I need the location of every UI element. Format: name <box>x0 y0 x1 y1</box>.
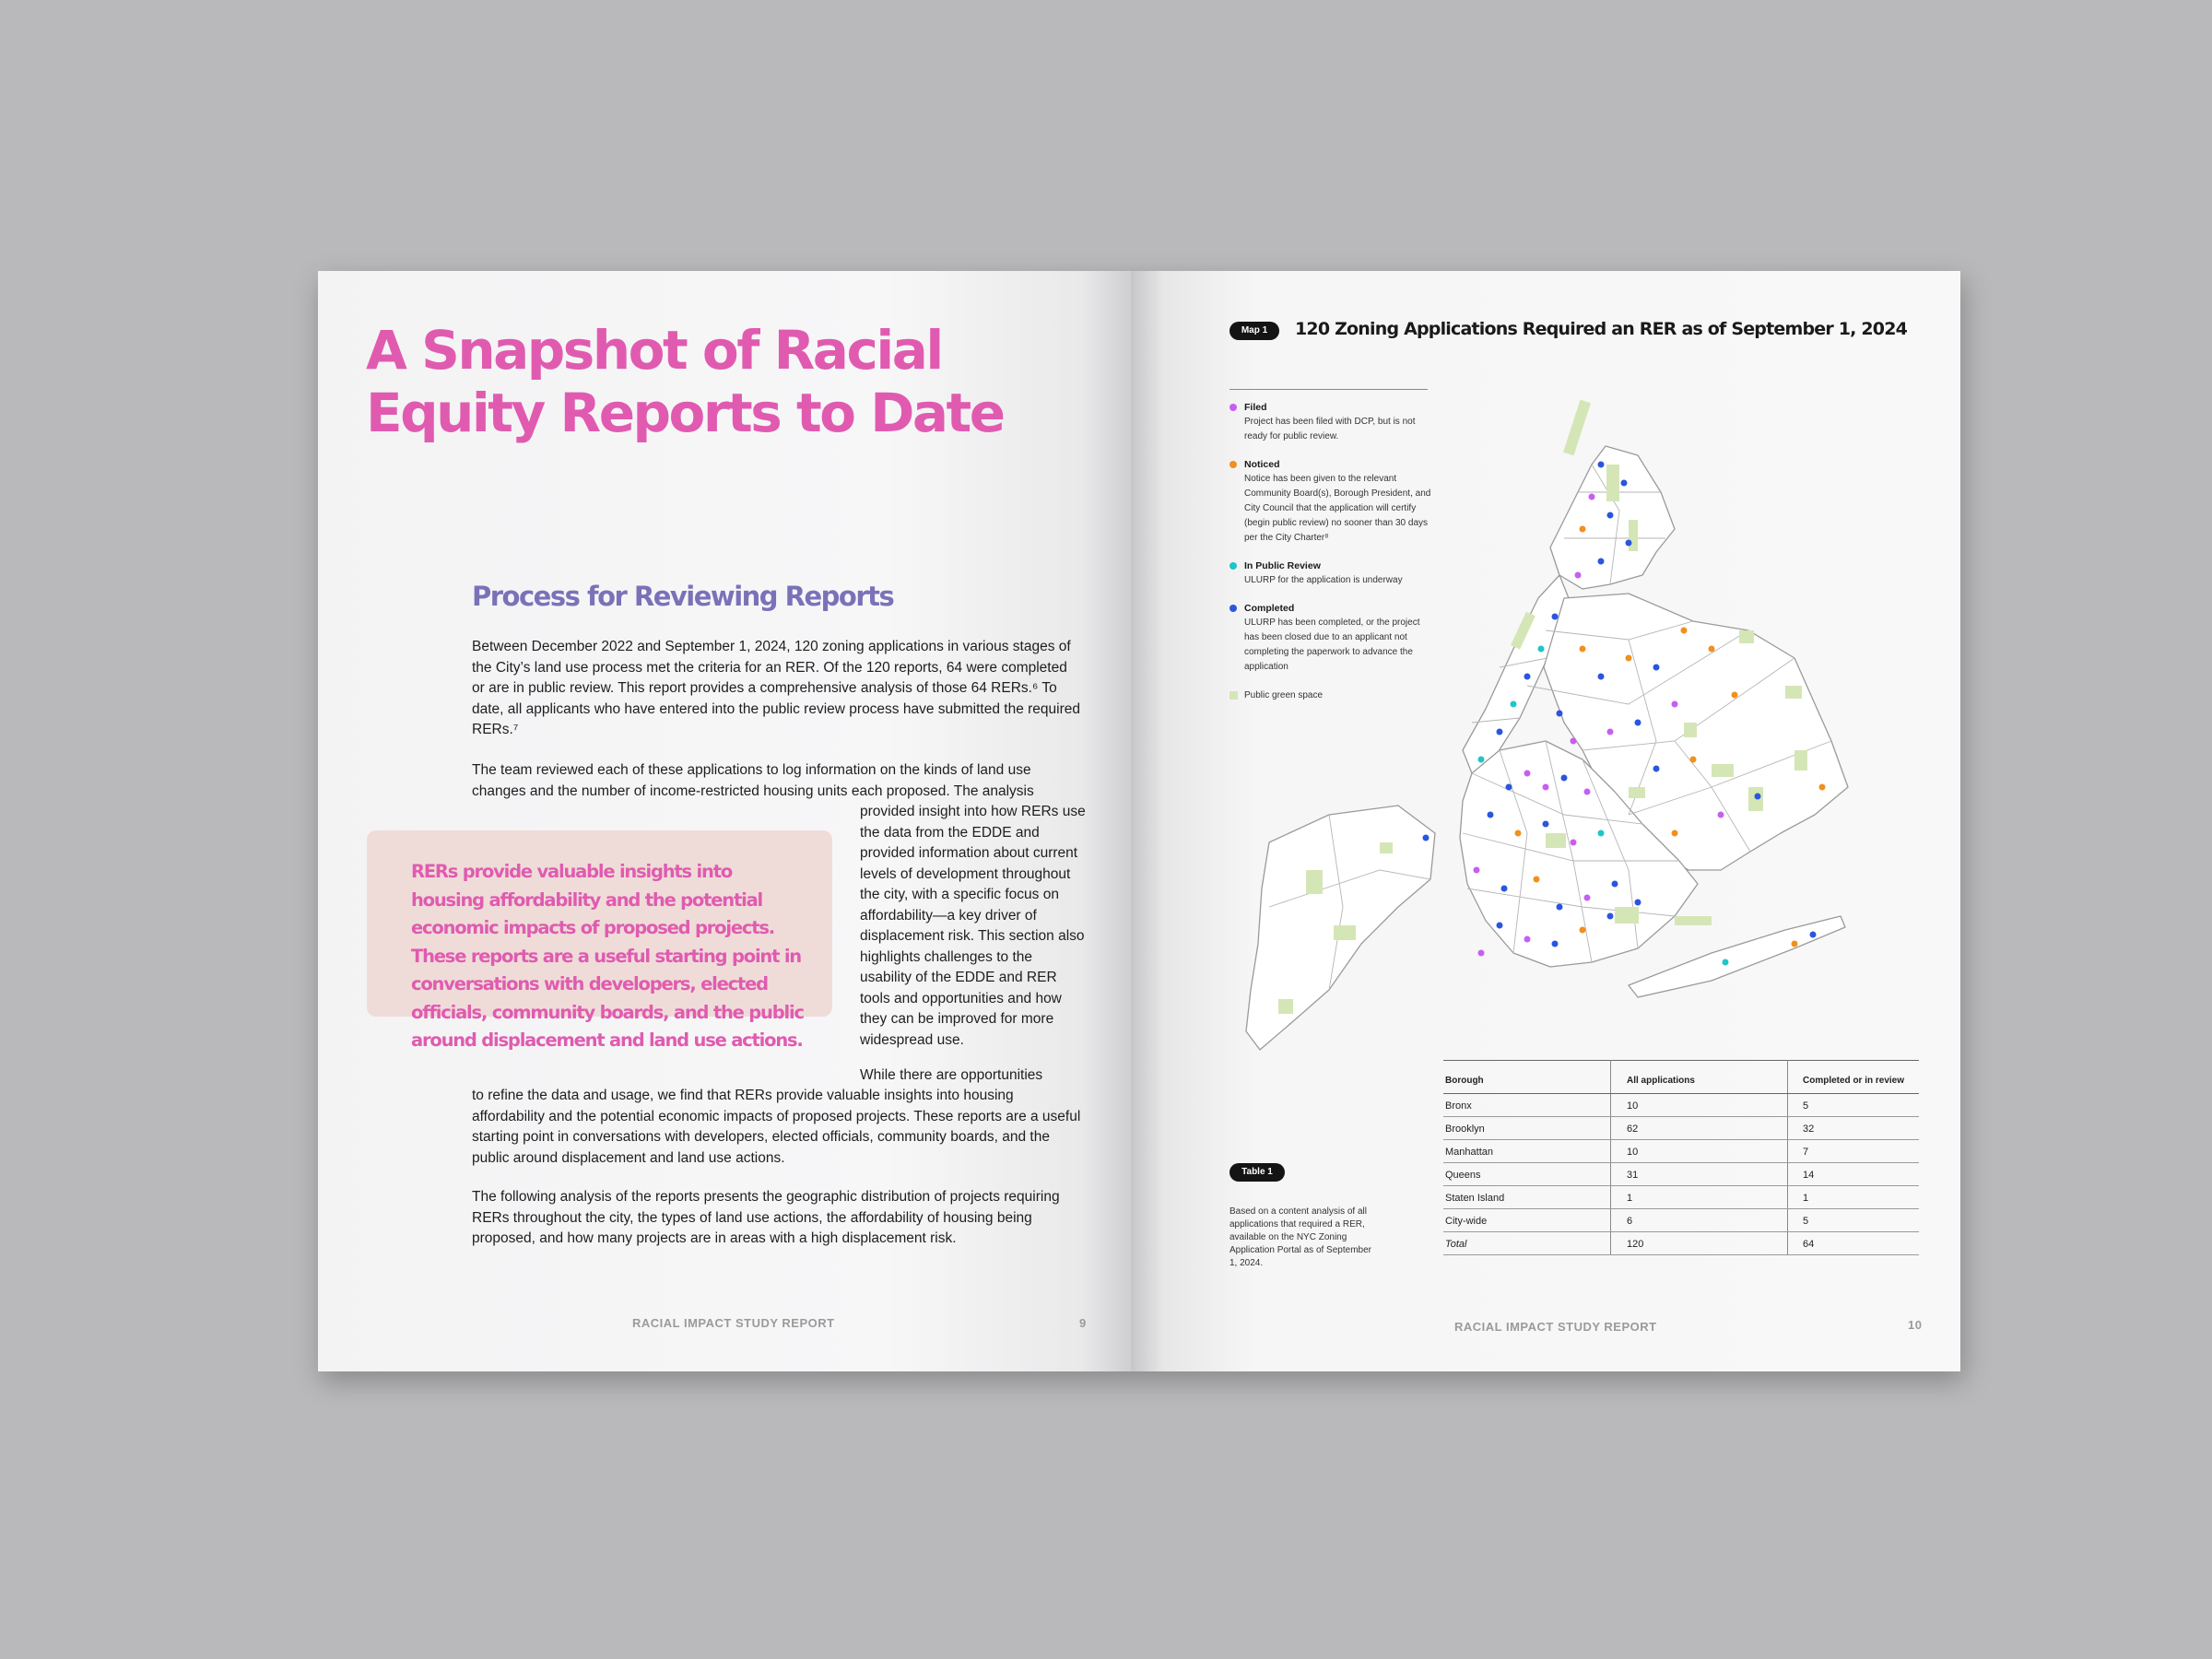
section-heading: Process for Reviewing Reports <box>472 581 894 612</box>
project-point <box>1488 812 1494 818</box>
project-point <box>1626 655 1632 662</box>
project-point <box>1718 812 1724 818</box>
project-point <box>1497 923 1503 929</box>
green-space-patch <box>1334 925 1356 940</box>
legend-desc: Public green space <box>1244 690 1324 700</box>
page-number: 10 <box>1908 1318 1923 1332</box>
project-point <box>1584 895 1591 901</box>
page-footer: RACIAL IMPACT STUDY REPORT <box>1454 1320 1657 1334</box>
map-title: 120 Zoning Applications Required an RER as of September 1, 2024 <box>1295 319 1908 339</box>
green-space-patch <box>1684 723 1697 737</box>
green-space-patch <box>1712 764 1734 777</box>
project-point <box>1580 927 1586 934</box>
green-space-patch <box>1794 750 1807 771</box>
project-point <box>1501 886 1508 892</box>
table-header: Borough <box>1443 1061 1611 1094</box>
green-space-patch <box>1546 833 1566 848</box>
project-point <box>1635 720 1641 726</box>
table-cell: 10 <box>1611 1094 1788 1117</box>
legend-name: In Public Review <box>1244 560 1321 571</box>
project-point <box>1478 950 1485 957</box>
project-point <box>1538 646 1545 653</box>
project-point <box>1524 674 1531 680</box>
project-point <box>1506 784 1512 791</box>
table-cell: 31 <box>1611 1163 1788 1186</box>
table-row <box>1443 1163 1919 1186</box>
body-paragraph: The team reviewed each of these applications to log information on the kinds of land use changes and the number of income-restricted housing units each proposed. The analysis <box>472 762 1034 799</box>
table-cell: 1 <box>1788 1186 1920 1209</box>
borough-table <box>1443 1060 1919 1255</box>
green-space-patch <box>1278 999 1293 1014</box>
project-point <box>1810 932 1817 938</box>
project-point <box>1584 789 1591 795</box>
body-paragraph: provided insight into how RERs use the data from the EDDE and provided information about current levels of development throughout the city, with a specific focus on affordability—a key driver of displacement risk. This section also highlights challenges to the usability of the EDDE and RER tools and opportunities and how they can be improved for more widespread use. <box>860 804 1086 1048</box>
table-cell: 32 <box>1788 1117 1920 1140</box>
nyc-borough-map <box>1195 354 1896 1082</box>
body-paragraph: to refine the data and usage, we find that RERs provide valuable insights into housing affordability and the potential economic impacts of proposed projects. These reports are a useful starting point in conversations with developers, elected officials, community boards, and the public around displacement and land use actions. <box>472 1088 1081 1166</box>
project-point <box>1653 665 1660 671</box>
project-point <box>1571 738 1577 745</box>
right-page <box>1131 271 1960 1371</box>
table-cell: 14 <box>1788 1163 1920 1186</box>
project-point <box>1792 941 1798 947</box>
project-point <box>1580 646 1586 653</box>
project-point <box>1497 729 1503 735</box>
table-cell: 62 <box>1611 1117 1788 1140</box>
page-footer: RACIAL IMPACT STUDY REPORT <box>632 1316 835 1330</box>
green-space-patch <box>1675 916 1712 925</box>
legend-name: Filed <box>1244 402 1267 413</box>
project-point <box>1511 701 1517 708</box>
project-point <box>1543 821 1549 828</box>
table-cell: 10 <box>1611 1140 1788 1163</box>
project-point <box>1598 559 1605 565</box>
pull-quote: RERs provide valuable insights into housing affordability and the potential economic impacts of proposed projects. These reports are a useful starting point in conversations with developers, elected officials, community boards, and the public around displacement and land use actions. <box>411 861 804 1051</box>
green-space-patch <box>1380 842 1393 853</box>
project-point <box>1589 494 1595 500</box>
project-point <box>1580 526 1586 533</box>
page-number: 9 <box>1079 1316 1087 1330</box>
table-cell: Bronx <box>1443 1094 1611 1117</box>
legend-desc: Notice has been given to the relevant Community Board(s), Borough President, and City Council that the application will certify (begin public review) no sooner than 30 days per the City Charter⁸ <box>1244 474 1431 543</box>
project-point <box>1732 692 1738 699</box>
project-point <box>1478 757 1485 763</box>
project-point <box>1709 646 1715 653</box>
table-cell: Staten Island <box>1443 1186 1611 1209</box>
project-point <box>1557 904 1563 911</box>
left-page <box>318 271 1131 1371</box>
project-point <box>1607 729 1614 735</box>
project-point <box>1598 830 1605 837</box>
table-cell: 6 <box>1611 1209 1788 1232</box>
table-cell: 64 <box>1788 1232 1920 1255</box>
green-space-patch <box>1629 520 1638 551</box>
table-row <box>1443 1094 1919 1117</box>
green-space-patch <box>1606 465 1619 501</box>
table-cell: City-wide <box>1443 1209 1611 1232</box>
table-row <box>1443 1117 1919 1140</box>
table-header: Completed or in review <box>1788 1061 1920 1094</box>
legend-name: Completed <box>1244 603 1295 614</box>
project-point <box>1524 936 1531 943</box>
project-point <box>1626 540 1632 547</box>
project-point <box>1474 867 1480 874</box>
legend-desc: ULURP for the application is underway <box>1244 575 1403 585</box>
table-cell: 7 <box>1788 1140 1920 1163</box>
green-space-patch <box>1629 787 1645 798</box>
table-note: Based on a content analysis of all applications that required a RER, available on the NYC Zoning Application Portal as of September 1, 2024. <box>1230 1206 1371 1268</box>
project-point <box>1571 840 1577 846</box>
green-space-patch <box>1615 907 1639 924</box>
project-point <box>1534 877 1540 883</box>
map-label-pill: Map 1 <box>1230 322 1279 340</box>
table-cell: Brooklyn <box>1443 1117 1611 1140</box>
table-row <box>1443 1140 1919 1163</box>
project-point <box>1672 701 1678 708</box>
table-header-row <box>1443 1061 1919 1094</box>
table-total-row <box>1443 1232 1919 1255</box>
project-point <box>1598 674 1605 680</box>
project-point <box>1690 757 1697 763</box>
table-row <box>1443 1209 1919 1232</box>
table-label-pill: Table 1 <box>1230 1163 1285 1182</box>
project-point <box>1755 794 1761 800</box>
legend-name: Noticed <box>1244 459 1280 470</box>
green-space-patch <box>1306 870 1323 894</box>
table-header: All applications <box>1611 1061 1788 1094</box>
project-point <box>1681 628 1688 634</box>
project-point <box>1552 614 1559 620</box>
green-space-patch <box>1748 787 1763 811</box>
project-point <box>1607 512 1614 519</box>
project-point <box>1575 572 1582 579</box>
project-point <box>1635 900 1641 906</box>
project-point <box>1557 711 1563 717</box>
table-cell: Total <box>1443 1232 1611 1255</box>
legend-desc: ULURP has been completed, or the project has been closed due to an applicant not completing the paperwork to advance the application <box>1244 618 1420 672</box>
table-cell: Queens <box>1443 1163 1611 1186</box>
body-paragraph: While there are opportunities <box>860 1067 1043 1083</box>
project-point <box>1607 913 1614 920</box>
project-point <box>1543 784 1549 791</box>
body-paragraph: The following analysis of the reports presents the geographic distribution of projects requiring RERs throughout the city, the types of land use actions, the affordability of housing being proposed, and how many projects are in areas with a high displacement risk. <box>472 1189 1060 1246</box>
table-cell: 120 <box>1611 1232 1788 1255</box>
project-point <box>1653 766 1660 772</box>
project-point <box>1621 480 1628 487</box>
page-title: A Snapshot of Racial Equity Reports to Date <box>366 319 1004 444</box>
project-point <box>1515 830 1522 837</box>
green-space-patch <box>1739 630 1754 643</box>
project-point <box>1423 835 1430 841</box>
body-paragraph: Between December 2022 and September 1, 2024, 120 zoning applications in various stages of the City’s land use process met the criteria for an RER. Of the 120 reports, 64 were completed or are in public review. This report provides a comprehensive analysis of those 64 RERs.⁶ To date, all applicants who have entered into the public review process have submitted the required RERs.⁷ <box>472 639 1081 737</box>
table-cell: 1 <box>1611 1186 1788 1209</box>
project-point <box>1612 881 1618 888</box>
legend-desc: Project has been filed with DCP, but is not ready for public review. <box>1244 417 1416 441</box>
project-point <box>1672 830 1678 837</box>
table-row <box>1443 1186 1919 1209</box>
green-space-patch <box>1785 686 1802 699</box>
table-cell: 5 <box>1788 1209 1920 1232</box>
project-point <box>1819 784 1826 791</box>
green-space-patch <box>1563 400 1591 456</box>
pull-quote-box <box>367 830 832 1051</box>
table-cell: 5 <box>1788 1094 1920 1117</box>
project-point <box>1598 462 1605 468</box>
project-point <box>1561 775 1568 782</box>
project-point <box>1723 959 1729 966</box>
project-point <box>1524 771 1531 777</box>
table-cell: Manhattan <box>1443 1140 1611 1163</box>
project-point <box>1552 941 1559 947</box>
